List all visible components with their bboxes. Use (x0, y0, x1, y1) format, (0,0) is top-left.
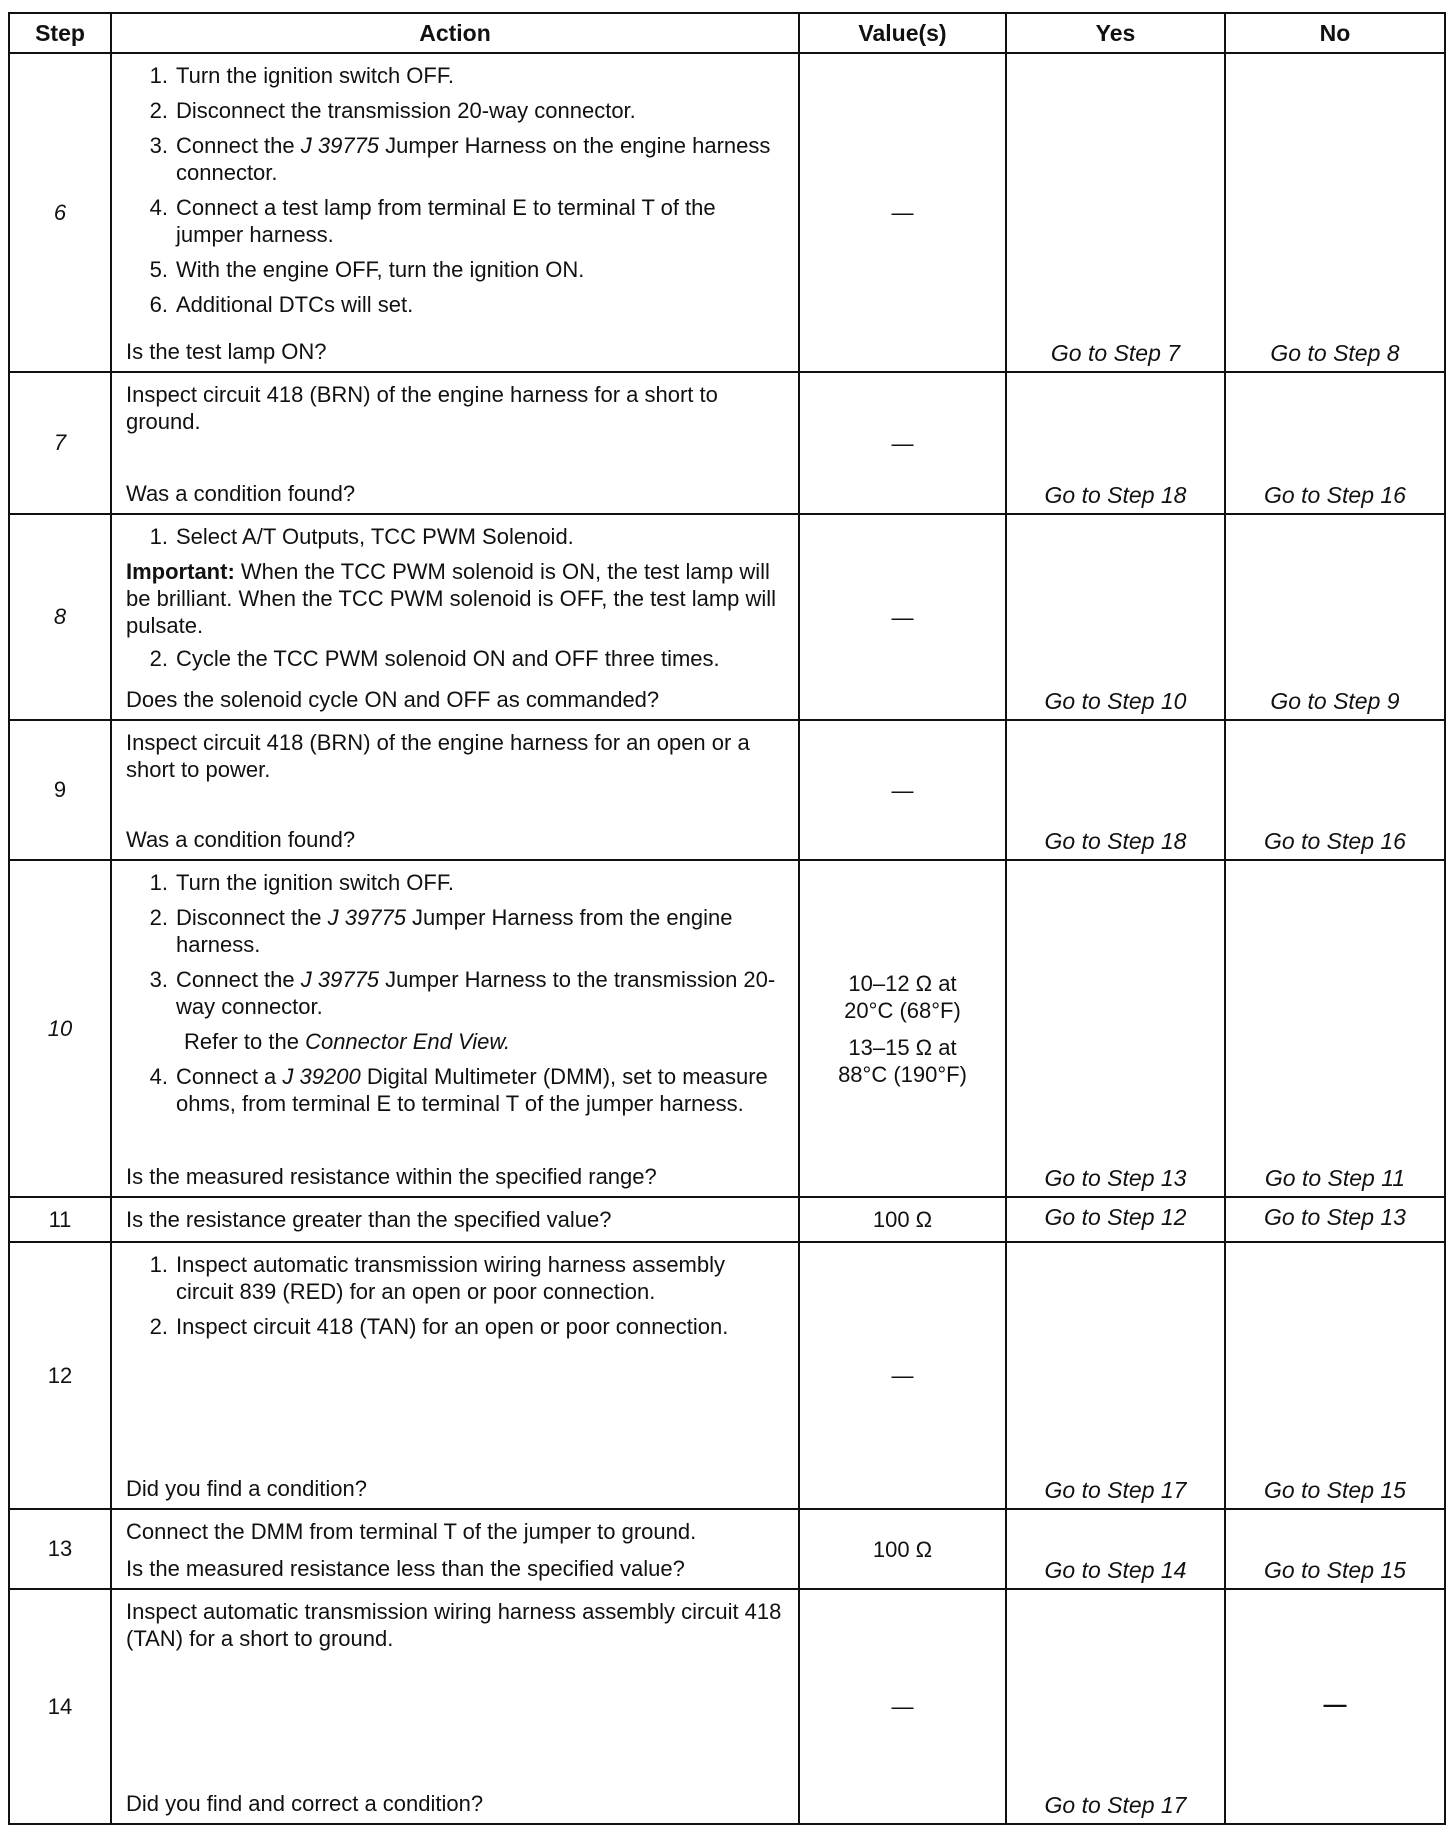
value-line: 20°C (68°F) (844, 997, 961, 1023)
connector-end-view-ref: Connector End View. (305, 1029, 511, 1054)
action-cell (111, 372, 799, 514)
value-line: 88°C (190°F) (838, 1061, 967, 1087)
yes-link[interactable]: Go to Step 7 (1006, 53, 1225, 372)
table-row-step-14 (9, 1589, 1445, 1824)
no-link[interactable]: Go to Step 9 (1225, 514, 1445, 720)
step-number: 12 (9, 1242, 111, 1509)
question-text: Was a condition found? (126, 481, 356, 506)
action-cell (111, 1242, 799, 1509)
no-link[interactable]: Go to Step 15 (1225, 1509, 1445, 1589)
list-item: 4. Connect a test lamp from terminal E to terminal T of the jumper harness. (149, 195, 716, 247)
table-row-step-13 (9, 1509, 1445, 1589)
action-text: Connect the DMM from terminal T of the jumper to ground. (126, 1519, 697, 1544)
header-row (9, 13, 1445, 53)
action-cell (111, 1197, 799, 1242)
yes-link[interactable]: Go to Step 13 (1006, 860, 1225, 1197)
important-note: Important: When the TCC PWM solenoid is ON, the test lamp will be brilliant. When the TCC PWM solenoid is OFF, the test lamp will pulsate. (126, 559, 777, 638)
value-cell: 100 Ω (799, 1509, 1006, 1589)
diagnostic-table (8, 12, 1446, 1825)
no-link[interactable]: Go to Step 16 (1225, 372, 1445, 514)
list-item: 4. Connect a J 39200 Digital Multimeter (DMM), set to measure ohms, from terminal E to terminal T of the jumper harness. (149, 1064, 768, 1116)
list-item: 6. Additional DTCs will set. (149, 292, 414, 317)
tool-ref: J 39775 (300, 133, 380, 158)
refer-note: Refer to the Connector End View. (184, 1029, 511, 1054)
action-cell (111, 53, 799, 372)
yes-link[interactable]: Go to Step 18 (1006, 720, 1225, 860)
value-cell: — (799, 720, 1006, 860)
header-action: Action (111, 13, 799, 53)
action-cell (111, 720, 799, 860)
step-number: 8 (9, 514, 111, 720)
action-cell (111, 1589, 799, 1824)
table-row-step-9 (9, 720, 1445, 860)
list-item: 3. Connect the J 39775 Jumper Harness to the transmission 20-way connector. (149, 967, 776, 1019)
list-item: 1. Turn the ignition switch OFF. (149, 870, 454, 895)
list-item: 5. With the engine OFF, turn the ignition ON. (149, 257, 585, 282)
list-item: 2. Disconnect the J 39775 Jumper Harness from the engine harness. (149, 905, 733, 957)
table-row-step-8 (9, 514, 1445, 720)
step-number: 10 (9, 860, 111, 1197)
value-cell: 100 Ω (799, 1197, 1006, 1242)
question-text: Does the solenoid cycle ON and OFF as commanded? (126, 687, 660, 712)
question-text: Is the resistance greater than the specified value? (126, 1207, 612, 1232)
header-yes: Yes (1006, 13, 1225, 53)
list-item: 2. Cycle the TCC PWM solenoid ON and OFF three times. (149, 646, 720, 671)
question-text: Was a condition found? (126, 827, 356, 852)
header-no: No (1225, 13, 1445, 53)
value-line: 13–15 Ω at (848, 1034, 957, 1060)
header-step: Step (9, 13, 111, 53)
no-link[interactable]: Go to Step 13 (1225, 1197, 1445, 1242)
no-link[interactable]: Go to Step 8 (1225, 53, 1445, 372)
no-link[interactable]: Go to Step 11 (1225, 860, 1445, 1197)
question-text: Did you find a condition? (126, 1476, 367, 1501)
question-text: Is the test lamp ON? (126, 339, 327, 364)
list-item: 2. Inspect circuit 418 (TAN) for an open or poor connection. (149, 1314, 729, 1339)
action-cell (111, 1509, 799, 1589)
value-line: 10–12 Ω at (848, 970, 957, 996)
tool-ref: J 39200 (282, 1064, 361, 1089)
step-number: 6 (9, 53, 111, 372)
list-item: 3. Connect the J 39775 Jumper Harness on the engine harness connector. (149, 133, 771, 185)
action-text: Inspect circuit 418 (BRN) of the engine harness for a short to ground. (126, 382, 718, 434)
yes-link[interactable]: Go to Step 10 (1006, 514, 1225, 720)
value-cell: — (799, 1242, 1006, 1509)
action-text: Inspect automatic transmission wiring harness assembly circuit 418 (TAN) for a short to ground. (126, 1599, 782, 1651)
yes-link[interactable]: Go to Step 17 (1006, 1589, 1225, 1824)
table-row-step-11 (9, 1197, 1445, 1242)
value-cell: — (799, 514, 1006, 720)
no-link[interactable]: Go to Step 16 (1225, 720, 1445, 860)
step-number: 9 (9, 720, 111, 860)
value-cell: — (799, 53, 1006, 372)
header-values: Value(s) (799, 13, 1006, 53)
value-cell (799, 860, 1006, 1197)
yes-link[interactable]: Go to Step 14 (1006, 1509, 1225, 1589)
step-number: 14 (9, 1589, 111, 1824)
table-row-step-10 (9, 860, 1445, 1197)
no-cell: — (1225, 1589, 1445, 1824)
list-item: 2. Disconnect the transmission 20-way connector. (149, 98, 636, 123)
no-link[interactable]: Go to Step 15 (1225, 1242, 1445, 1509)
value-cell: — (799, 372, 1006, 514)
step-number: 13 (9, 1509, 111, 1589)
yes-link[interactable]: Go to Step 17 (1006, 1242, 1225, 1509)
list-item: 1. Turn the ignition switch OFF. (149, 63, 454, 88)
step-number: 11 (9, 1197, 111, 1242)
question-text: Is the measured resistance within the specified range? (126, 1164, 657, 1189)
action-text: Inspect circuit 418 (BRN) of the engine harness for an open or a short to power. (126, 730, 750, 782)
action-cell (111, 514, 799, 720)
tool-ref: J 39775 (327, 905, 406, 930)
yes-link[interactable]: Go to Step 12 (1006, 1197, 1225, 1242)
value-cell: — (799, 1589, 1006, 1824)
step-number: 7 (9, 372, 111, 514)
table-row-step-7 (9, 372, 1445, 514)
list-item: 1. Inspect automatic transmission wiring harness assembly circuit 839 (RED) for an open or poor connection. (149, 1252, 726, 1304)
table-row-step-12 (9, 1242, 1445, 1509)
yes-link[interactable]: Go to Step 18 (1006, 372, 1225, 514)
table-row-step-6 (9, 53, 1445, 372)
list-item: 1. Select A/T Outputs, TCC PWM Solenoid. (149, 524, 574, 549)
tool-ref: J 39775 (300, 967, 380, 992)
action-cell (111, 860, 799, 1197)
question-text: Is the measured resistance less than the specified value? (126, 1556, 685, 1581)
question-text: Did you find and correct a condition? (126, 1791, 484, 1816)
